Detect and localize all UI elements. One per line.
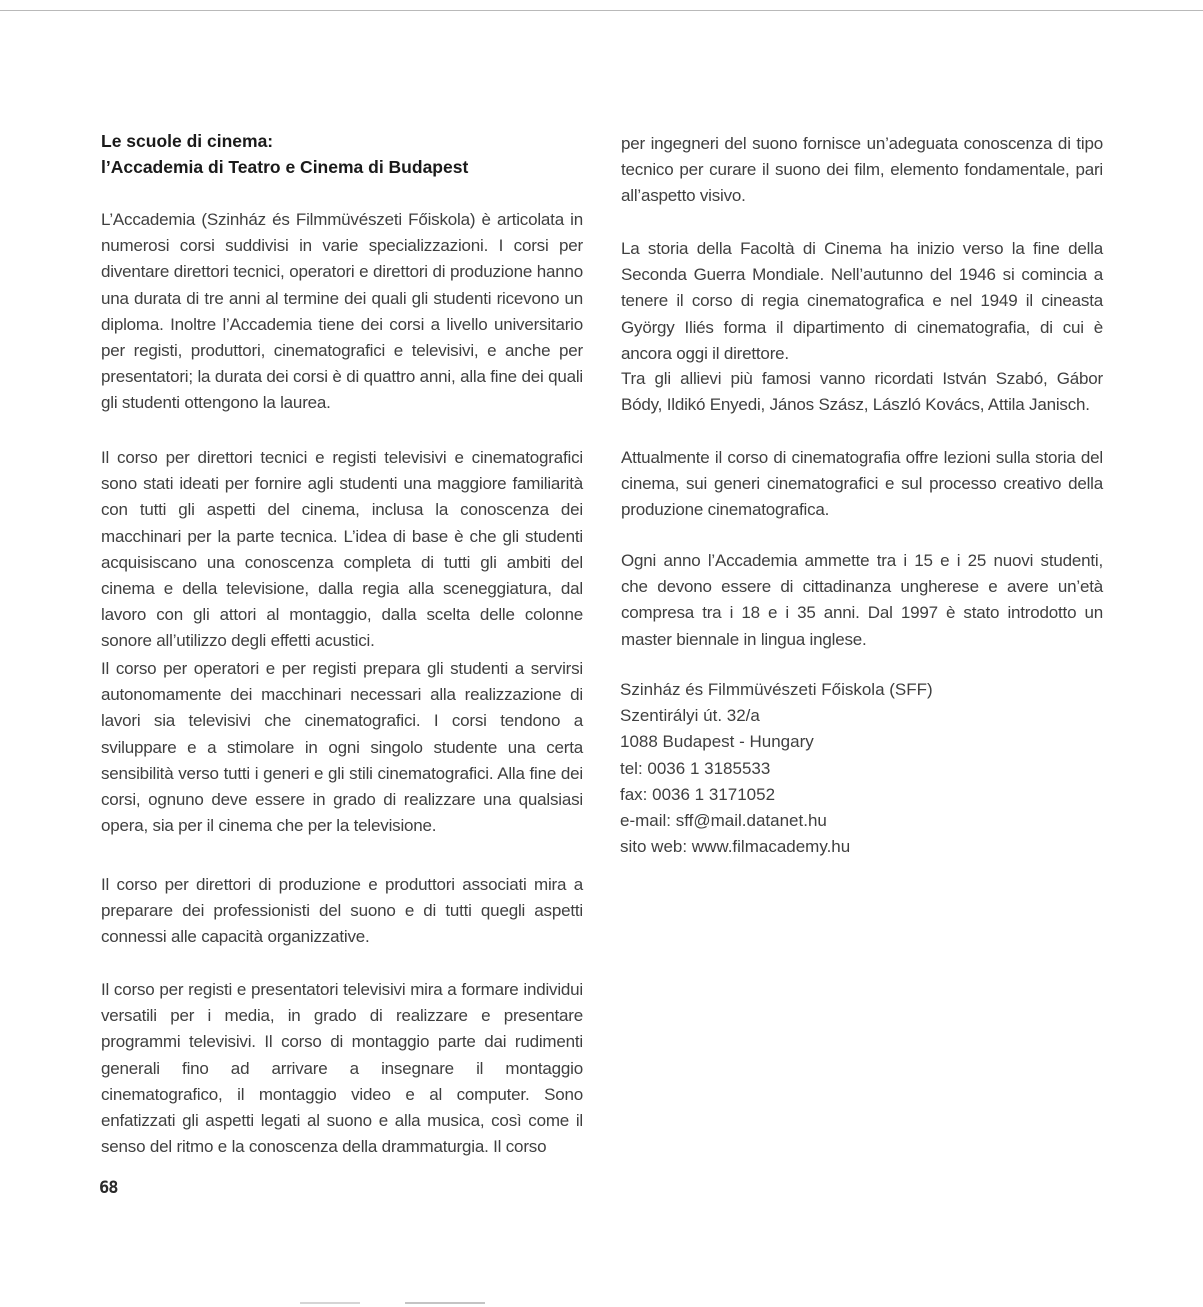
paragraph-current-curriculum: Attualmente il corso di cinematografia offre lezioni sulla storia del cinema, sui generi cinematografici e sul processo creativo della produzione cinematografica. — [621, 448, 1103, 520]
paragraph-production-course: Il corso per direttori di produzione e produttori associati mira a preparare dei professionisti del suono e di tutti quegli aspetti connessi alle capacità organizzative. — [101, 875, 583, 947]
paragraph-technical-directors-course: Il corso per direttori tecnici e registi televisivi e cinematografici sono stati ideati per fornire agli studenti una maggiore familiarità con tutti gli aspetti del cinema, inclusa la conoscenza dei macchinari per la parte tecnica. L’idea di base è che gli studenti acquisiscano una conoscenza completa di tutti gli ambiti del cinema e della televisione, dalla regia alla sceneggiatura, dal lavoro con gli attori al montaggio, dalla scelta delle colonne sonore all’utilizzo degli effetti acustici. — [101, 448, 583, 651]
address-tel: tel: 0036 1 3185533 — [620, 758, 771, 778]
page-number: 68 — [99, 1178, 118, 1198]
paragraph-academy-overview: L’Accademia (Szinház és Filmmüvészeti Főiskola) è articolata in numerosi corsi suddivisi in varie specializzazioni. I corsi per diventare direttori tecnici, operatori e direttori di produzione hanno una durata di tre anni al termine dei quali gli studenti ricevono un diploma. Inoltre l’Accademia tiene dei corsi a livello universitario per registi, produttori, cinematografici e televisivi, e anche per presentatori; la durata dei corsi è di quattro anni, alla fine dei quali gli studenti ottengono la laurea. — [101, 210, 583, 413]
scan-artifact — [300, 1302, 360, 1304]
title-line-2: l’Accademia di Teatro e Cinema di Budapest — [101, 157, 469, 177]
address-street: Szentirályi út. 32/a — [620, 706, 760, 726]
contact-address — [620, 677, 933, 860]
address-name: Szinház és Filmmüvészeti Főiskola (SFF) — [620, 680, 933, 699]
page-title — [101, 128, 583, 180]
paragraph-sound-engineers: per ingegneri del suono fornisce un’adeguata conoscenza di tipo tecnico per curare il suono dei film, elemento fondamentale, pari all’aspetto visivo. — [621, 134, 1103, 206]
address-fax: fax: 0036 1 3171052 — [620, 784, 776, 804]
paragraph-operators-course: Il corso per operatori e per registi prepara gli studenti a servirsi autonomamente dei macchinari necessari alla realizzazione di lavori sia televisivi che cinematografici. I corsi tendono a sviluppare e a stimolare in ogni singolo studente una certa sensibilità verso tutti i generi e gli stili cinematografici. Alla fine dei corsi, ognuno deve essere in grado di realizzare una qualsiasi opera, sia per il cinema che per la televisione. — [101, 659, 583, 836]
scan-artifact — [405, 1302, 485, 1304]
top-rule — [0, 10, 1203, 11]
address-email[interactable]: e-mail: sff@mail.datanet.hu — [620, 811, 827, 831]
address-website[interactable]: sito web: www.filmacademy.hu — [620, 837, 851, 857]
address-city: 1088 Budapest - Hungary — [620, 732, 814, 752]
paragraph-tv-presenters-course: Il corso per registi e presentatori televisivi mira a formare individui versatili per i media, in grado di realizzare e presentare programmi televisivi. Il corso di montaggio parte dai rudimenti generali fino ad arrivare a insegnare il montaggio cinematografico, il montaggio video e al computer. Sono enfatizzati gli aspetti legati al suono e alla musica, così come il senso del ritmo e la conoscenza della drammaturgia. Il corso — [101, 980, 583, 1157]
paragraph-admissions: Ogni anno l’Accademia ammette tra i 15 e i 25 nuovi studenti, che devono essere di cittadinanza ungherese e avere un’età compresa tra i 18 e i 35 anni. Dal 1997 è stato introdotto un master biennale in lingua inglese. — [621, 551, 1103, 649]
paragraph-famous-alumni: Tra gli allievi più famosi vanno ricordati István Szabó, Gábor Bódy, Ildikó Enyedi, János Szász, László Kovács, Attila Janisch. — [621, 369, 1103, 415]
title-line-1: Le scuole di cinema: — [101, 131, 274, 151]
paragraph-history: La storia della Facoltà di Cinema ha inizio verso la fine della Seconda Guerra Mondiale. Nell’autunno del 1946 si comincia a tenere il corso di regia cinematografica e nel 1949 il cineasta György Iliés forma il dipartimento di cinematografia, di cui è ancora oggi il direttore. — [621, 239, 1103, 363]
